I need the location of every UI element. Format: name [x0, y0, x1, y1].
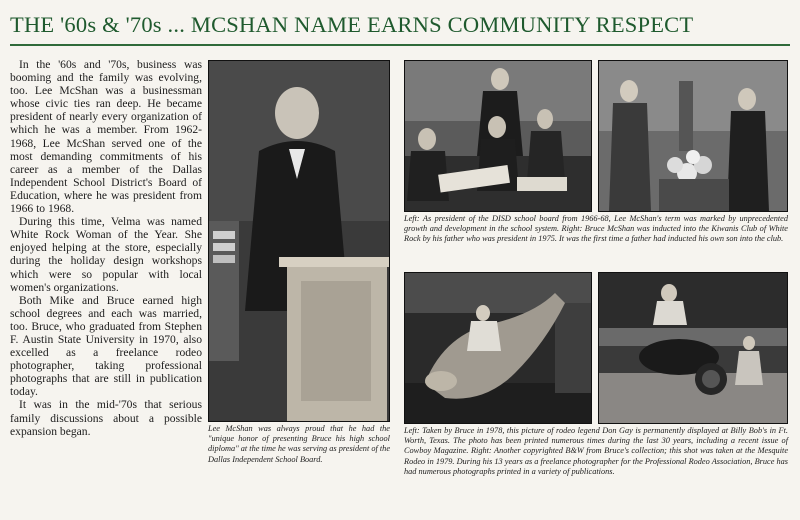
photo-rodeo-don-gay — [404, 272, 592, 424]
article-body — [10, 58, 202, 438]
paragraph-3: Both Mike and Bruce earned high school degrees and each was married, too. Bruce, who graduated from Stephen F. Austin State University in 1970, also excelled as a freelance rodeo photographer, taking professional photographs that are still in publication today. — [10, 293, 202, 399]
paragraph-4: It was in the mid-'70s that serious family discussions about a possible expansion began. — [10, 398, 202, 438]
paragraph-1: In the '60s and '70s, business was booming and the family was evolving, too. Lee McShan was a businessman whose civic ties ran deep. He became president of nearly every organization of which he was a member. From 1962-1968, Lee McShan served one of the most demanding commitments of his career as a member of the Dallas Independent School District's Board of Education, where he was president from 1966 to 1968. — [10, 58, 202, 216]
caption-rodeo: Left: Taken by Bruce in 1978, this picture of rodeo legend Don Gay is permanently displayed at Billy Bob's in Ft. Worth, Texas. The photo has been printed numerous times during the last 30 years, including a recent issue of Cowboy Magazine. Right: Another copyrighted B&W from Bruce's collection; this shot was taken at the Mesquite Rodeo in 1979. During his 13 years as a freelance photographer for the Professional Rodeo Association, Bruce has had numerous photographs printed in a variety of publications. — [404, 426, 788, 476]
photo-school-board — [404, 60, 592, 212]
photo-podium — [208, 60, 390, 422]
photo-mesquite-rodeo — [598, 272, 788, 424]
photo-kiwanis — [598, 60, 788, 212]
page-headline: THE '60s & '70s ... MCSHAN NAME EARNS COMMUNITY RESPECT — [10, 12, 694, 37]
caption-podium: Lee McShan was always proud that he had the "unique honor of presenting Bruce his high school diploma" at the time he was serving as president of the Dallas Independent School Board. — [208, 424, 391, 464]
headline-rule — [10, 44, 790, 46]
caption-board-kiwanis: Left: As president of the DISD school board from 1966-68, Lee McShan's term was marked by unprecedented growth and development in the school system. Right: Bruce McShan was inducted into the Kiwanis Club of White Rock by his father who was president in 1975. It was the first time a father had inducted his own son into the club. — [404, 214, 788, 244]
paragraph-2: During this time, Velma was named White Rock Woman of the Year. She enjoyed helping at the store, especially during the holiday design workshops which were so popular with local women's organizations. — [10, 215, 202, 294]
